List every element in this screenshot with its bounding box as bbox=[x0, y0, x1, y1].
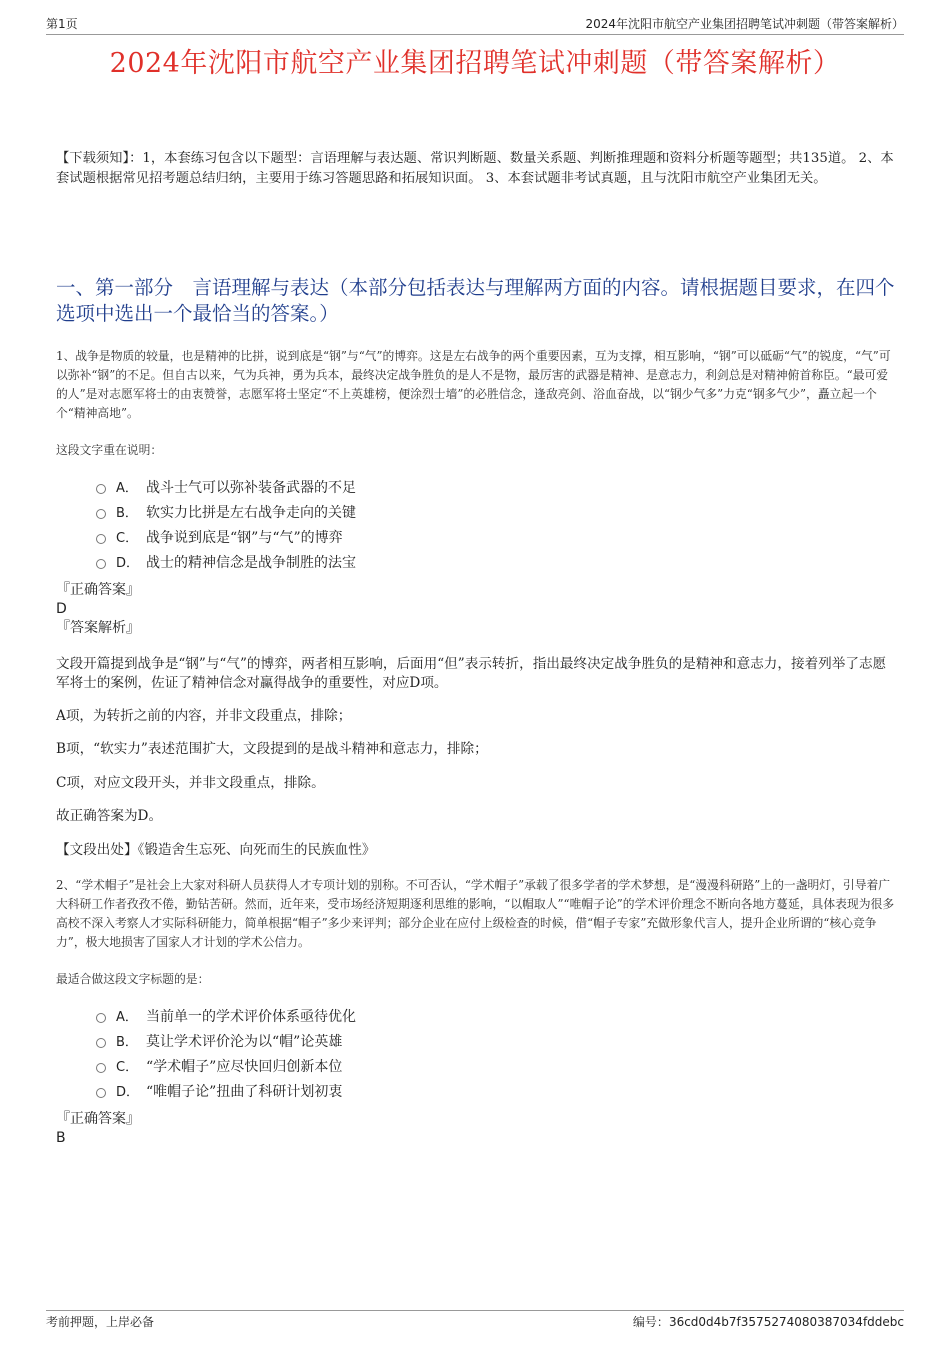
answer-value: D bbox=[56, 601, 67, 617]
answer-label: 『正确答案』 bbox=[56, 582, 140, 598]
analysis-source: 【文段出处】《锻造舍生忘死、向死而生的民族血性》 bbox=[56, 842, 376, 858]
section-title: 一、第一部分 言语理解与表达（本部分包括表达与理解两方面的内容。请根据题目要求，在四个选项中选出一个最恰当的答案。） bbox=[56, 276, 895, 325]
footer-code bbox=[633, 1311, 904, 1333]
radio-icon[interactable] bbox=[96, 559, 106, 569]
page-header bbox=[46, 14, 904, 35]
option-b[interactable]: B． 软实力比拼是左右战争走向的关键 bbox=[96, 499, 796, 524]
radio-icon[interactable] bbox=[96, 1063, 106, 1073]
analysis-p2: A项，为转折之前的内容，并非文段重点，排除； bbox=[56, 708, 352, 724]
option-a[interactable]: A． 战斗士气可以弥补装备武器的不足 bbox=[96, 474, 796, 499]
radio-icon[interactable] bbox=[96, 509, 106, 519]
question-1-prompt-wrap bbox=[56, 441, 898, 460]
radio-icon[interactable] bbox=[96, 484, 106, 494]
download-notice: 【下载须知】：1，本套练习包含以下题型：言语理解与表达题、常识判断题、数量关系题、判断推理题和资料分析题等题型；共135道。 2、本套试题根据常见招考题总结归纳，主要用于练习答题思路和拓展知识面。 3、本套试题非考试真题，且与沈阳市航空产业集团无关。 bbox=[56, 151, 894, 186]
analysis-label: 『答案解析』 bbox=[56, 620, 140, 636]
analysis-p3: B项，“软实力”表述范围扩大，文段提到的是战斗精神和意志力，排除； bbox=[56, 741, 488, 757]
question-stem: 2、“学术帽子”是社会上大家对科研人员获得人才专项计划的别称。不可否认，“学术帽子”承载了很多学者的学术梦想，是“漫漫科研路”上的一盏明灯，引导着广大科研工作者孜孜不倦，勤钻苦研。然而，近年来，受市场经济短期逐利思维的影响，“以帽取人”“唯帽子论”的学术评价理念不断向各地方蔓延，具体表现为很多高校不深入考察人才实际科研能力，简单根据“帽子”多少来评判；部分企业在应付上级检查的时候，借“帽子专家”充做形象代言人，提升企业所谓的“核心竞争力”，极大地损害了国家人才计划的学术公信力。 bbox=[56, 878, 895, 949]
option-c[interactable]: C． 战争说到底是“钢”与“气”的博弈 bbox=[96, 524, 796, 549]
header-doc-name: 2024年沈阳市航空产业集团招聘笔试冲刺题（带答案解析） bbox=[585, 17, 904, 31]
question-prompt: 这段文字重在说明： bbox=[56, 443, 163, 457]
footer-slogan: 考前押题，上岸必备 bbox=[46, 1315, 155, 1329]
option-d[interactable]: D． 战士的精神信念是战争制胜的法宝 bbox=[96, 549, 796, 574]
question-2-answer bbox=[56, 1110, 898, 1148]
answer-value: B bbox=[56, 1130, 66, 1146]
page-title: 2024年沈阳市航空产业集团招聘笔试冲刺题（带答案解析） bbox=[109, 48, 841, 79]
answer-label: 『正确答案』 bbox=[56, 1111, 140, 1127]
code-label: 编号： bbox=[632, 1315, 669, 1329]
question-1-answer bbox=[56, 581, 898, 638]
radio-icon[interactable] bbox=[96, 1038, 106, 1048]
page-number: 第1页 bbox=[46, 17, 78, 31]
question-stem: 1、战争是物质的较量，也是精神的比拼，说到底是“钢”与“气”的博弈。这是左右战争的两个重要因素，互为支撑，相互影响，“钢”可以砥砺“气”的锐度，“气”可以弥补“钢”的不足。但自古以来，气为兵神，勇为兵本，最终决定战争胜负的是人不是物，最厉害的武器是精神、是意志力，利剑总是对精神俯首称臣。“最可爱的人”是对志愿军将士的由衷赞誉，志愿军将士坚定“不上英雄榜，便涂烈士墙”的必胜信念，逢敌亮剑、浴血奋战，以“钢少气多”力克“钢多气少”，矗立起一个个“精神高地”。 bbox=[56, 349, 891, 420]
analysis-p1: 文段开篇提到战争是“钢”与“气”的博弈，两者相互影响，后面用“但”表示转折，指出最终决定战争胜负的是精神和意志力，接着列举了志愿军将士的案例，佐证了精神信念对赢得战争的重要性，对应D项。 bbox=[56, 656, 887, 691]
question-prompt: 最适合做这段文字标题的是： bbox=[56, 972, 210, 986]
question-2-options bbox=[96, 1003, 796, 1103]
page-footer bbox=[46, 1310, 904, 1331]
option-c[interactable]: C． “学术帽子”应尽快回归创新本位 bbox=[96, 1053, 796, 1078]
option-b[interactable]: B． 莫让学术评价沦为以“帽”论英雄 bbox=[96, 1028, 796, 1053]
code-value: 36cd0d4b7f3575274080387034fddebc bbox=[668, 1315, 904, 1329]
radio-icon[interactable] bbox=[96, 1013, 106, 1023]
question-2-prompt-wrap bbox=[56, 970, 898, 989]
analysis-p4: C项，对应文段开头，并非文段重点，排除。 bbox=[56, 775, 325, 791]
option-a[interactable]: A． 当前单一的学术评价体系亟待优化 bbox=[96, 1003, 796, 1028]
analysis-p5: 故正确答案为D。 bbox=[56, 808, 163, 824]
question-2-stem bbox=[56, 876, 898, 952]
radio-icon[interactable] bbox=[96, 534, 106, 544]
question-1-stem bbox=[56, 347, 898, 423]
radio-icon[interactable] bbox=[96, 1088, 106, 1098]
option-d[interactable]: D． “唯帽子论”扭曲了科研计划初衷 bbox=[96, 1078, 796, 1103]
question-1-options bbox=[96, 474, 796, 574]
